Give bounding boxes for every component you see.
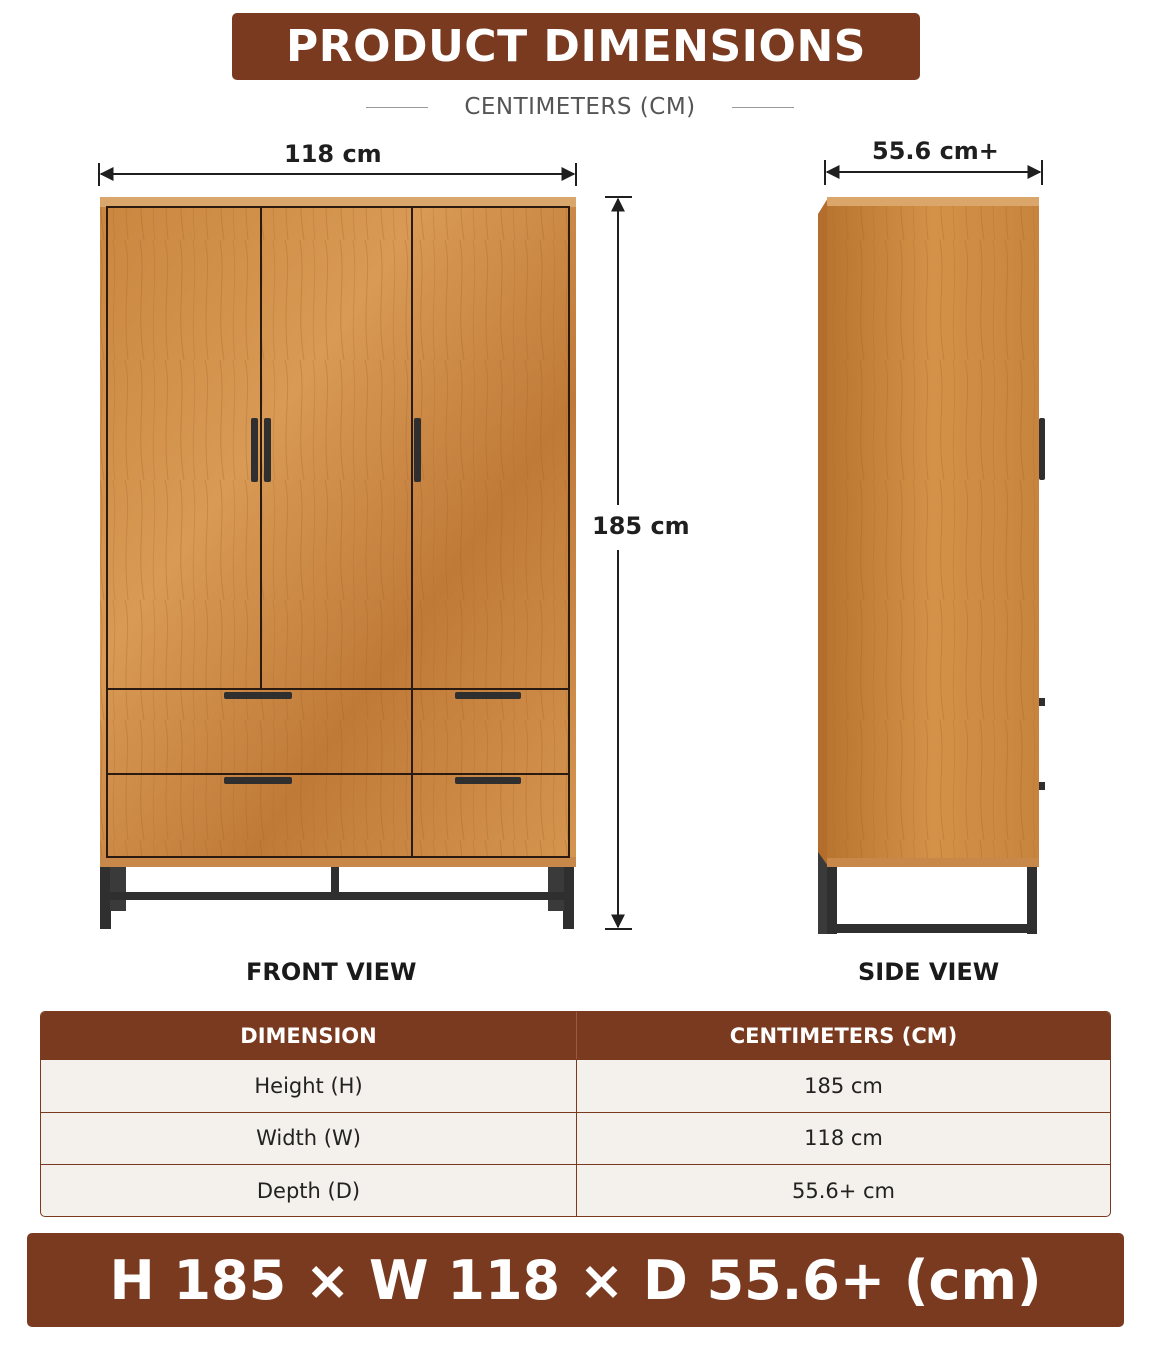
height-label: 185 cm <box>592 512 690 540</box>
table-cell-value: 118 cm <box>576 1113 1110 1165</box>
table-header-centimeters: CENTIMETERS (CM) <box>576 1012 1110 1059</box>
units-label: CENTIMETERS (CM) <box>464 94 696 120</box>
width-label: 118 cm <box>284 140 382 168</box>
table-cell-dimension: Width (W) <box>256 1126 361 1151</box>
front-view-label: FRONT VIEW <box>246 958 417 986</box>
page-title: PRODUCT DIMENSIONS <box>286 21 866 72</box>
table-header-row <box>41 1012 1110 1059</box>
table-cell-value: 55.6+ cm <box>576 1165 1110 1217</box>
table-row <box>41 1112 1110 1165</box>
height-dimension-line <box>605 197 632 929</box>
table-cell-dimension: Height (H) <box>254 1073 363 1098</box>
depth-label: 55.6 cm+ <box>872 137 999 165</box>
table-row <box>41 1164 1110 1217</box>
table-row <box>41 1059 1110 1112</box>
wardrobe-front <box>100 197 576 929</box>
table-cell-value: 185 cm <box>576 1060 1110 1112</box>
summary-dimensions: H 185 × W 118 × D 55.6+ (cm) <box>109 1248 1042 1312</box>
dimensions-table <box>40 1011 1111 1217</box>
wardrobe-side <box>818 197 1045 934</box>
table-cell-dimension: Depth (D) <box>256 1178 361 1203</box>
side-view-label: SIDE VIEW <box>858 958 1000 986</box>
summary-banner <box>27 1233 1124 1327</box>
table-header-dimension: DIMENSION <box>240 1023 377 1048</box>
